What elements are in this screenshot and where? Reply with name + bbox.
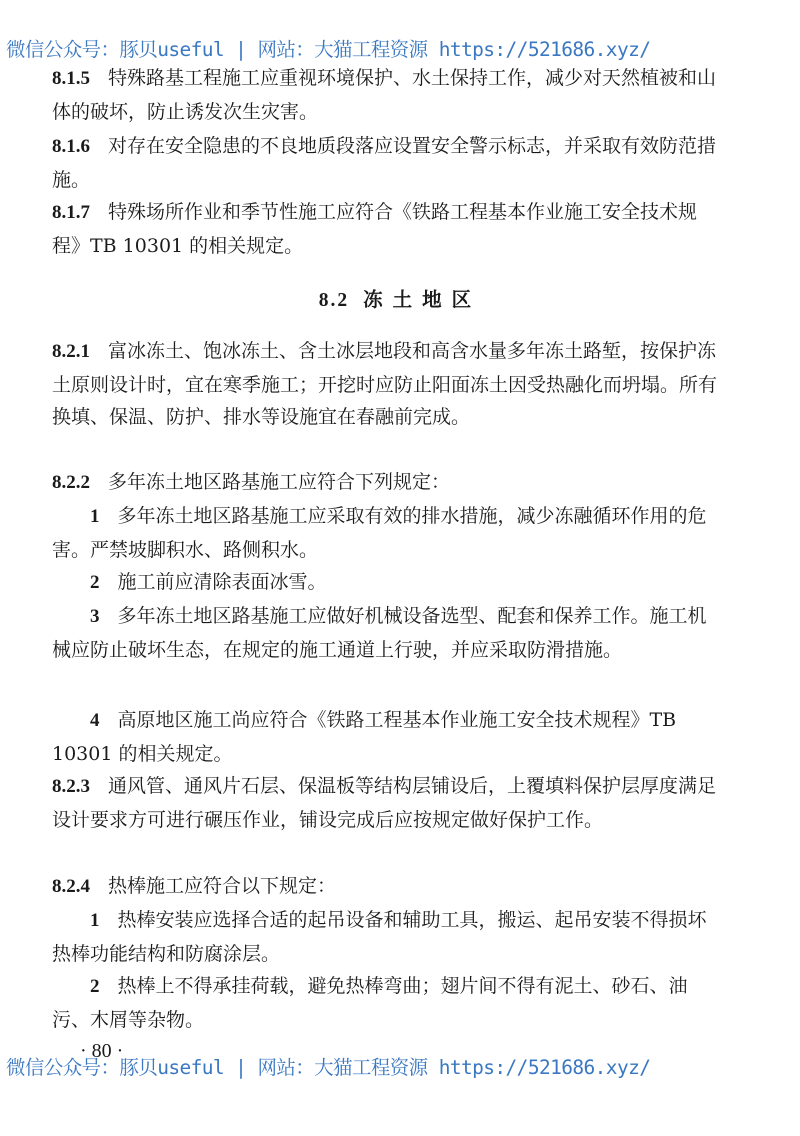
clause-8-2-3: 8.2.3 通风管、通风片石层、保温板等结构层铺设后，上覆填料保护层厚度满足设计要求方可进行碾压作业，铺设完成后应按规定做好保护工作。 bbox=[52, 775, 717, 831]
clause-8-2-2-item-2: 2 施工前应清除表面冰雪。 bbox=[90, 571, 327, 593]
clause-8-2-4-item-2: 2 热棒上不得承挂荷载，避免热棒弯曲；翅片间不得有泥土、砂石、油污、木屑等杂物。 bbox=[52, 975, 688, 1031]
clause-8-2-2-item-4: 4 高原地区施工尚应符合《铁路工程基本作业施工安全技术规程》TB 10301 的相关规定。 bbox=[52, 709, 677, 765]
section-heading: 8.2 冻土地区 bbox=[318, 288, 482, 311]
page-number: · 80 · bbox=[80, 1040, 124, 1062]
clause-8-2-2: 8.2.2 多年冻土地区路基施工应符合下列规定： bbox=[52, 471, 451, 493]
clause-8-1-6: 8.1.6 对存在安全隐患的不良地质段落应设置安全警示标志，并采取有效防范措施。 bbox=[52, 135, 717, 191]
clause-8-2-2-item-1: 1 多年冻土地区路基施工应采取有效的排水措施，减少冻融循环作用的危害。严禁坡脚积水、路侧积水。 bbox=[52, 505, 707, 561]
clause-8-2-1: 8.2.1 富冰冻土、饱冰冻土、含土冰层地段和高含水量多年冻土路堑，按保护冻土原则设计时，宜在寒季施工；开挖时应防止阳面冻土因受热融化而坍塌。所有换填、保温、防护、排水等设施宜在春融前完成。 bbox=[52, 340, 718, 428]
clause-8-1-7: 8.1.7 特殊场所作业和季节性施工应符合《铁路工程基本作业施工安全技术规程》TB 10301 的相关规定。 bbox=[52, 201, 698, 257]
watermark-bottom: 微信公众号：豚贝useful | 网站：大猫工程资源 https://521686.xyz/ bbox=[6, 1056, 651, 1079]
clause-8-1-5: 8.1.5 特殊路基工程施工应重视环境保护、水土保持工作，减少对天然植被和山体的破坏，防止诱发次生灾害。 bbox=[52, 67, 717, 123]
clause-8-2-4-item-1: 1 热棒安装应选择合适的起吊设备和辅助工具，搬运、起吊安装不得损坏热棒功能结构和防腐涂层。 bbox=[52, 909, 707, 965]
clause-8-2-2-item-3: 3 多年冻土地区路基施工应做好机械设备选型、配套和保养工作。施工机械应防止破坏生态，在规定的施工通道上行驶，并应采取防滑措施。 bbox=[52, 605, 707, 661]
watermark-top: 微信公众号：豚贝useful | 网站：大猫工程资源 https://521686.xyz/ bbox=[6, 38, 651, 61]
clause-8-2-4: 8.2.4 热棒施工应符合以下规定： bbox=[52, 875, 337, 897]
